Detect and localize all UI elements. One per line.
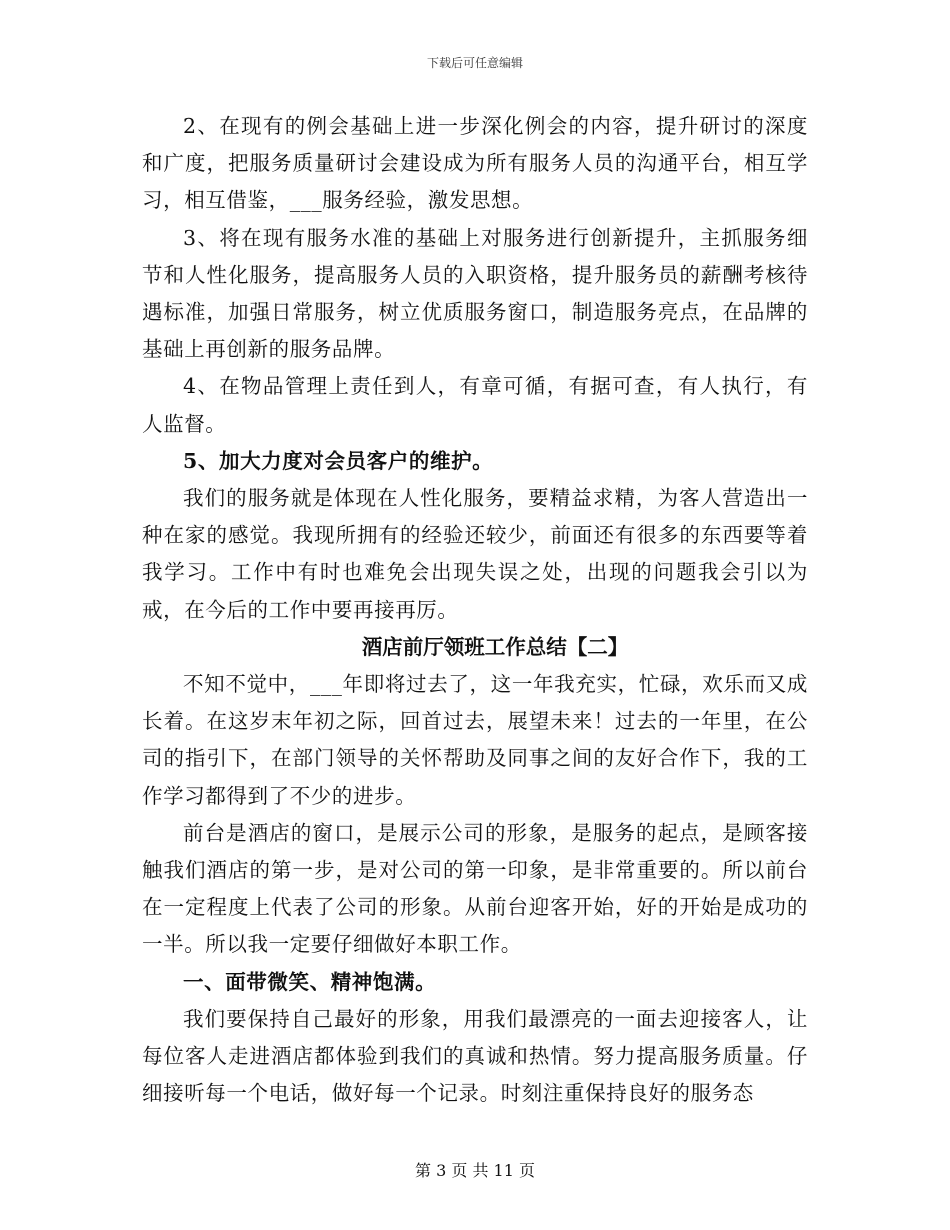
paragraph-item-3: 3、将在现有服务水准的基础上对服务进行创新提升，主抓服务细节和人性化服务，提高服务人员的入职资格，提升服务员的薪酬考核待遇标准，加强日常服务，树立优质服务窗口，制造服务亮点，在品牌的基础上再创新的服务品牌。 bbox=[142, 225, 808, 362]
paragraph-item-5: 5、加大力度对会员客户的维护。 bbox=[183, 448, 494, 473]
paragraph-frontdesk: 前台是酒店的窗口，是展示公司的形象，是服务的起点，是顾客接触我们酒店的第一步，是对公司的第一印象，是非常重要的。所以前台在一定程度上代表了公司的形象。从前台迎客开始，好的开始是成功的一半。所以我一定要仔细做好本职工作。 bbox=[142, 820, 808, 957]
page-number: 第 3 页 共 11 页 bbox=[415, 1161, 535, 1180]
document-body bbox=[142, 108, 808, 1112]
paragraph-item-4: 4、在物品管理上责任到人，有章可循，有据可查，有人执行，有人监督。 bbox=[142, 374, 808, 436]
point-1-title: 一、面带微笑、精神饱满。 bbox=[183, 969, 437, 994]
paragraph-point-1: 我们要保持自己最好的形象，用我们最漂亮的一面去迎接客人，让每位客人走进酒店都体验到我们的真诚和热情。努力提高服务质量。仔细接听每一个电话，做好每一个记录。时刻注重保持良好的服务态 bbox=[142, 1006, 808, 1106]
header-note: 下载后可任意编辑 bbox=[426, 56, 523, 70]
paragraph-summary: 我们的服务就是体现在人性化服务，要精益求精，为客人营造出一种在家的感觉。我现所拥有的经验还较少，前面还有很多的东西要等着我学习。工作中有时也难免会出现失误之处，出现的问题我会引以为戒，在今后的工作中要再接再厉。 bbox=[142, 486, 808, 622]
section-title: 酒店前厅领班工作总结【二】 bbox=[361, 634, 629, 659]
paragraph-item-2: 2、在现有的例会基础上进一步深化例会的内容，提升研讨的深度和广度，把服务质量研讨会建设成为所有服务人员的沟通平台，相互学习，相互借鉴，___服务经验，激发思想。 bbox=[142, 114, 808, 213]
paragraph-intro: 不知不觉中，___年即将过去了，这一年我充实，忙碌，欢乐而又成长着。在这岁末年初之际，回首过去，展望未来！过去的一年里，在公司的指引下，在部门领导的关怀帮助及同事之间的友好合作下，我的工作学习都得到了不少的进步。 bbox=[142, 672, 808, 808]
